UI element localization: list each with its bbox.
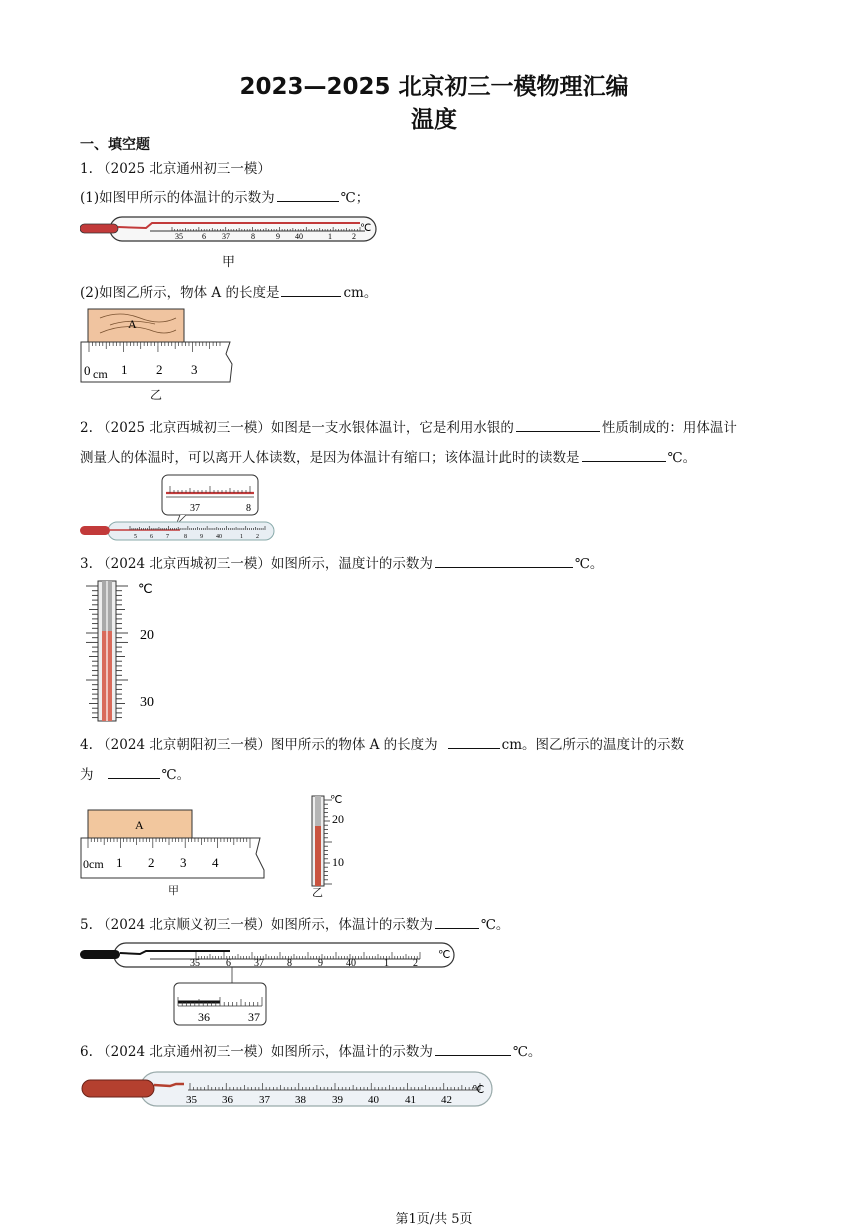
ruler-label: 3 xyxy=(191,362,198,377)
q4-line2 xyxy=(80,763,190,783)
q1-part1-text: (1)如图甲所示的体温计的示数为 xyxy=(80,190,275,206)
q2-line1-text: 2. （2025 北京西城初三一模）如图是一支水银体温计，它是利用水银的 xyxy=(80,420,514,436)
page-subtitle: 温度 xyxy=(411,107,457,133)
tick-label: 1 xyxy=(384,958,389,969)
q4-thermometer-figure xyxy=(300,790,370,890)
tick-label: 9 xyxy=(318,958,323,969)
tick-label: 20 xyxy=(332,812,344,826)
ruler-label: 0cm xyxy=(83,857,104,871)
q2-thermometer-figure xyxy=(80,473,280,545)
q1-fig1-caption: 甲 xyxy=(222,255,236,270)
q4-line1-tail: cm。图乙所示的温度计的示数 xyxy=(501,737,685,753)
tick-label: 6 xyxy=(202,232,206,241)
tick-label: 40 xyxy=(295,232,303,241)
q4-fig-b-caption: 乙 xyxy=(312,886,323,899)
tick-label: 30 xyxy=(140,695,154,710)
q4-line2-text: 为 xyxy=(80,767,94,783)
q1-blank2[interactable] xyxy=(281,282,341,297)
tick-label: 35 xyxy=(186,1094,197,1106)
q5-tail: ℃。 xyxy=(480,917,510,933)
ruler-label: 4 xyxy=(212,855,219,870)
tick-label: 9 xyxy=(276,232,280,241)
q3-text: 3. （2024 北京西城初三一模）如图所示，温度计的示数为 xyxy=(80,556,433,572)
q6-blank[interactable] xyxy=(435,1041,511,1056)
tick-label: 40 xyxy=(346,958,356,969)
q2-line2-tail: ℃。 xyxy=(667,450,697,466)
ruler-label: 3 xyxy=(180,855,187,870)
tick-label: 42 xyxy=(441,1094,452,1106)
zoom-label: 8 xyxy=(246,503,251,514)
zoom-label: 37 xyxy=(190,503,200,514)
q4-blank2[interactable] xyxy=(108,764,160,779)
q6-thermometer-figure xyxy=(80,1068,500,1112)
ruler-label: 1 xyxy=(121,362,128,377)
page-title: 2023—2025 北京初三一模物理汇编 xyxy=(239,74,629,100)
q4-blank1[interactable] xyxy=(448,734,500,749)
ruler-label-zero: 0 xyxy=(84,363,91,378)
q3-line xyxy=(80,552,603,572)
q1-part2 xyxy=(80,281,377,301)
q2-line2 xyxy=(80,446,696,466)
ruler-label: 2 xyxy=(156,362,163,377)
section-heading: 一、填空题 xyxy=(80,137,150,153)
q5-text: 5. （2024 北京顺义初三一模）如图所示，体温计的示数为 xyxy=(80,917,433,933)
q1-part1-unit: ℃； xyxy=(340,190,370,206)
object-label: A xyxy=(128,317,137,331)
q4-line2-tail: ℃。 xyxy=(161,767,191,783)
ruler-label: 1 xyxy=(116,855,123,870)
unit-label: ℃ xyxy=(330,794,343,806)
unit-label: ℃ xyxy=(472,1084,485,1096)
unit-label: ℃ xyxy=(138,581,153,596)
tick-label: 2 xyxy=(413,958,418,969)
tick-label: 5 xyxy=(134,534,137,540)
q4-line1 xyxy=(80,733,684,753)
ruler-label: 2 xyxy=(148,855,155,870)
q3-blank[interactable] xyxy=(435,553,573,568)
page-footer: 第1页/共 5页 xyxy=(395,1212,473,1227)
q5-thermometer-figure xyxy=(80,940,460,1030)
tick-label: 40 xyxy=(216,534,222,540)
q1-source: 1. （2025 北京通州初三一模） xyxy=(80,161,271,177)
q4-fig-a-caption: 甲 xyxy=(168,884,179,897)
tick-label: 38 xyxy=(295,1094,306,1106)
tick-label: 6 xyxy=(226,958,231,969)
zoom-label: 36 xyxy=(198,1010,210,1024)
q2-blank2[interactable] xyxy=(582,447,666,462)
tick-label: 9 xyxy=(200,534,203,540)
tick-label: 2 xyxy=(256,534,259,540)
q6-text: 6. （2024 北京通州初三一模）如图所示，体温计的示数为 xyxy=(80,1044,433,1060)
unit-label: ℃ xyxy=(438,949,451,961)
tick-label: 20 xyxy=(140,628,154,643)
tick-label: 37 xyxy=(259,1094,270,1106)
tick-label: 8 xyxy=(287,958,292,969)
tick-label: 1 xyxy=(240,534,243,540)
tick-label: 10 xyxy=(332,855,344,869)
q2-line1 xyxy=(80,416,737,436)
tick-label: 7 xyxy=(166,534,169,540)
q1-blank1[interactable] xyxy=(277,187,339,202)
tick-label: 40 xyxy=(368,1094,379,1106)
tick-label: 2 xyxy=(352,232,356,241)
q6-line xyxy=(80,1040,541,1060)
tick-label: 39 xyxy=(332,1094,343,1106)
q1-part1 xyxy=(80,186,369,206)
tick-label: 37 xyxy=(222,232,230,241)
tick-label: 8 xyxy=(184,534,187,540)
tick-label: 35 xyxy=(175,232,183,241)
q5-line xyxy=(80,913,509,933)
ruler-unit: cm xyxy=(93,367,108,381)
q1-thermometer-figure xyxy=(80,214,380,244)
tick-label: 36 xyxy=(222,1094,233,1106)
q1-part2-unit: cm。 xyxy=(343,285,378,301)
tick-label: 37 xyxy=(254,958,264,969)
q5-blank[interactable] xyxy=(435,914,479,929)
q6-tail: ℃。 xyxy=(512,1044,542,1060)
zoom-label: 37 xyxy=(248,1010,260,1024)
q1-part2-text: (2)如图乙所示，物体 A 的长度是 xyxy=(80,285,280,301)
thermometer-tick-marks xyxy=(324,800,332,884)
tick-label: 6 xyxy=(150,534,153,540)
unit-label: ℃ xyxy=(360,223,372,234)
q3-tail: ℃。 xyxy=(574,556,604,572)
q1-ruler-figure xyxy=(80,308,240,398)
q1-fig2-caption: 乙 xyxy=(150,388,163,402)
object-label: A xyxy=(135,818,144,832)
q3-thermometer-figure xyxy=(80,578,170,724)
q2-blank1[interactable] xyxy=(516,417,600,432)
tick-label: 35 xyxy=(190,958,200,969)
q2-line1-tail: 性质制成的：用体温计 xyxy=(601,420,737,436)
tick-label: 8 xyxy=(251,232,255,241)
q4-line1-text: 4. （2024 北京朝阳初三一模）图甲所示的物体 A 的长度为 xyxy=(80,737,438,753)
tick-label: 1 xyxy=(328,232,332,241)
tick-label: 41 xyxy=(405,1094,416,1106)
q2-line2-text: 测量人的体温时，可以离开人体读数，是因为体温计有缩口；该体温计此时的读数是 xyxy=(80,450,580,466)
